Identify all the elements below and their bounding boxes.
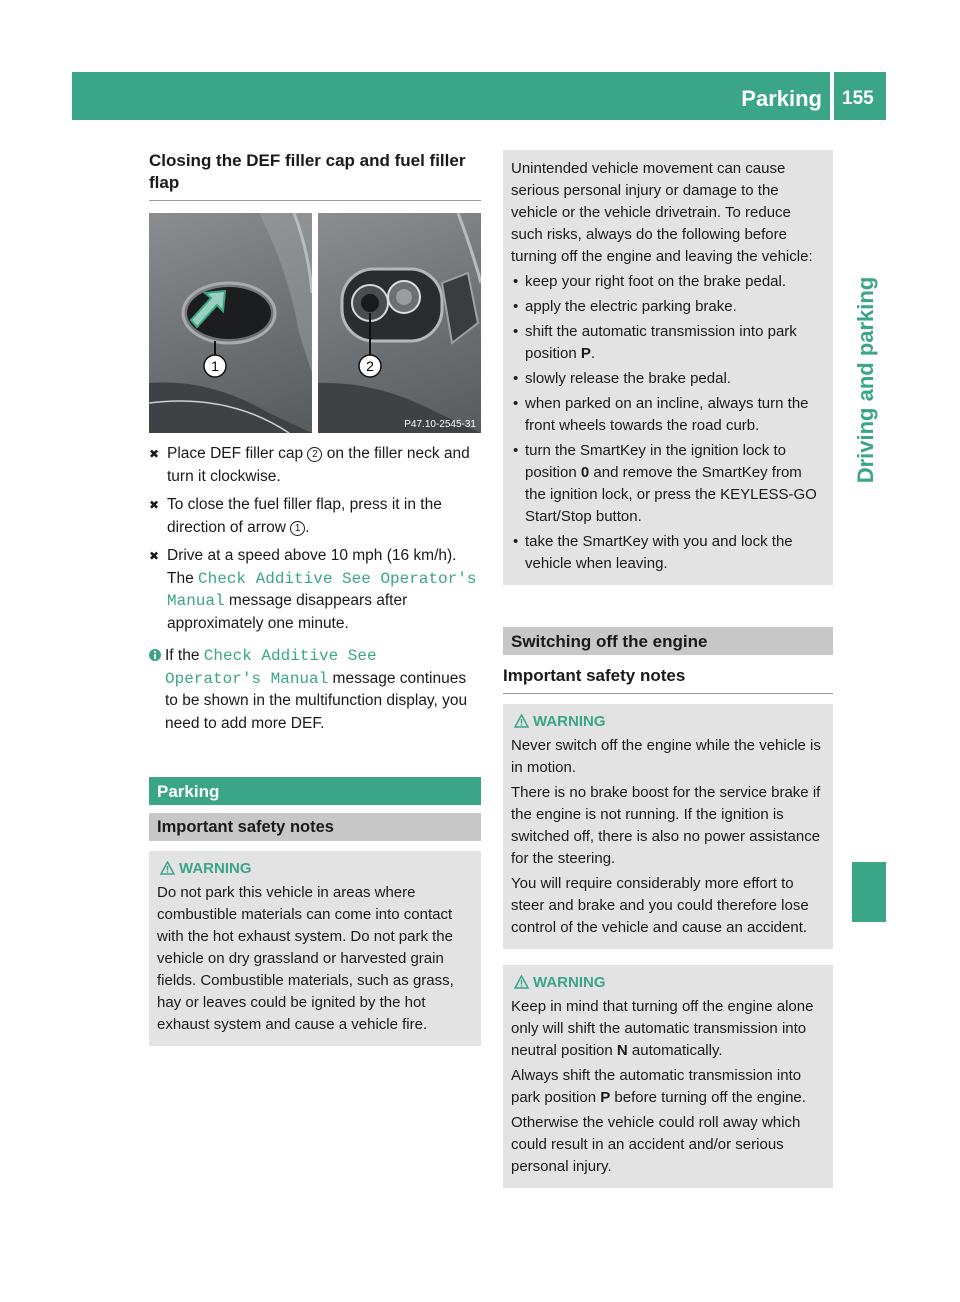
step-marker-icon: ✖ [149,549,160,563]
step-2: ✖ To close the fuel filler flap, press it in the direction of arrow 1 . [149,496,442,536]
info-note: If the Check Additive See Operator's Manual message continues to be shown in the multifunction display, you need to add more DEF. [149,645,481,735]
warning-text: Do not park this vehicle in areas where combustible materials can come into contact with the hot exhaust system. Do not park the vehicle on dry grassland or harvested grain fields. Combustible materials, such as grass, hay or leaves could be ignited by the hot exhaust system and cause a vehicle fire. [157,884,454,1033]
left-column [149,150,481,1046]
precaution-list [511,271,825,575]
photo-closed-flap [149,213,312,433]
warning-text: Never switch off the engine while the vehicle is in motion. [511,737,821,776]
callout-1: 1 [211,358,219,374]
safety-notes-band: Important safety notes [149,813,481,841]
side-tab-label: Driving and parking [853,276,878,484]
step-marker-icon: ✖ [149,447,160,461]
warning-text: You will require considerably more effort to steer and brake and you could therefore lose control of the vehicle and cause an accident. [511,875,809,936]
step-1: ✖ Place DEF filler cap 2 on the filler neck and turn it clockwise. [149,445,470,485]
warning-triangle-icon [160,861,175,875]
callout-2: 2 [366,358,374,374]
figure [149,213,481,433]
display-message: Check Additive See Operator's Manual [165,647,377,688]
step-3: ✖ Drive at a speed above 10 mph (16 km/h). The Check Additive See Operator's Manual message disappears after approximately one minute. [149,547,477,632]
section-title: Closing the DEF filler cap and fuel filler flap [149,150,481,201]
photo-open-flap [318,213,481,433]
warning-box [149,851,481,1046]
warning-text: There is no brake boost for the service brake if the engine is not running. If the ignition is switched off, there is also no power assistance for the steering. [511,784,821,867]
step-marker-icon: ✖ [149,498,160,512]
warning-text: Otherwise the vehicle could roll away which could result in an accident and/or serious personal injury. [511,1114,801,1175]
warning-triangle-icon [514,975,529,989]
callout-ref-2: 2 [307,447,322,462]
page-title: Parking [741,86,822,111]
side-tab [848,120,886,880]
list-item: • when parked on an incline, always turn the front wheels towards the road curb. [511,393,825,437]
page-number: 155 [842,88,874,109]
warning-text: Keep in mind that turning off the engine alone only will shift the automatic transmission into neutral position N automatically. [511,998,814,1059]
list-item: • slowly release the brake pedal. [511,368,825,390]
list-item: • shift the automatic transmission into park position P. [511,321,825,365]
display-message: Check Additive See Operator's Manual [167,569,477,610]
callout-ref-1: 1 [290,521,305,536]
warning-text: Always shift the automatic transmission into park position P before turning off the engine. [511,1067,806,1106]
warning-heading: WARNING [157,859,473,879]
list-item: • turn the SmartKey in the ignition lock to position 0 and remove the SmartKey from the ignition lock, or press the KEYLESS-GO Start/Stop button. [511,440,825,528]
warning-heading: WARNING [511,712,825,732]
warning-box [503,965,833,1188]
engine-band: Switching off the engine [503,627,833,655]
safety-notes-heading: Important safety notes [503,665,833,694]
info-icon [149,648,161,662]
list-item: • keep your right foot on the brake pedal. [511,271,825,293]
right-column [503,150,833,1188]
parking-band: Parking [149,777,481,805]
side-tab-marker [852,862,886,922]
warning-triangle-icon [514,714,529,728]
figure-code: P47.10-2545-31 [404,419,476,430]
warning-heading: WARNING [511,973,825,993]
header-bar [72,72,830,120]
warning-continued-box [503,150,833,585]
list-item: • take the SmartKey with you and lock the vehicle when leaving. [511,531,825,575]
warning-intro: Unintended vehicle movement can cause serious personal injury or damage to the vehicle or the vehicle drivetrain. To reduce such risks, always do the following before turning off the engine and leaving the vehicle: [511,160,813,265]
list-item: • apply the electric parking brake. [511,296,825,318]
warning-box [503,704,833,949]
